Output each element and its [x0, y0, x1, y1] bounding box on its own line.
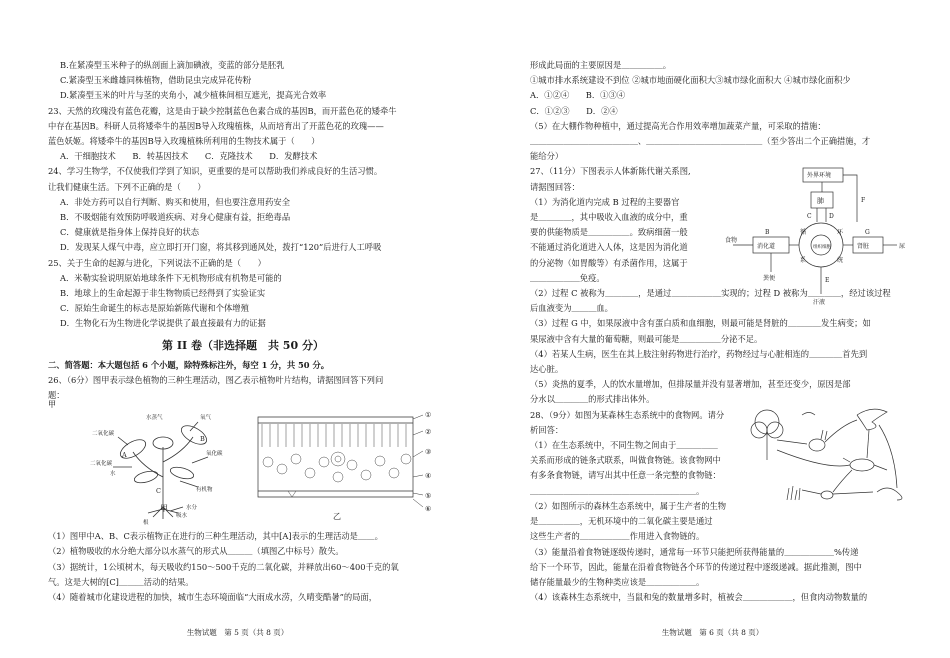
label-co2: 二氧化碳 — [92, 431, 115, 438]
question-26: 26、（6分）图甲表示绿色植物的三种生理活动，图乙表示植物叶片结构，请据图回答下列问 — [48, 374, 384, 385]
text-line: 分水以＿＿＿＿的形式排出体外。 — [530, 394, 655, 405]
label-b: B — [200, 435, 205, 444]
option-a: A．非处方药可以自行判断、购买和使用，但也要注意用药安全 — [60, 196, 291, 207]
section-title: 第 II 卷（非选择题 共 50 分） — [162, 338, 324, 352]
option-c: C．健康就是指身体上保持良好的状态 — [60, 227, 200, 238]
text-line: 不能通过消化道进入人体，这是因为消化道 — [530, 242, 688, 253]
text-line: D.紧凑型玉米的叶片与茎的夹角小，减少植株间相互遮光，提高光合效率 — [60, 90, 327, 101]
text-line: 达心脏。 — [530, 364, 564, 375]
figure-caption-yi: 乙 — [333, 512, 341, 522]
question-27: 27、（11分）下图表示人体新陈代谢关系图, — [530, 166, 691, 177]
label-organic: 有机物 — [196, 487, 213, 494]
option-d: D．发现某人煤气中毒，应立即打开门窗，将其移到通风处，拨打“120”后进行人工呼吸 — [60, 242, 382, 253]
q27-part-4: （4）若某人生病，医生在其上肢注射药物进行治疗，药物经过与心脏相连的＿＿＿＿首先到 — [530, 348, 868, 359]
text-line: 关系而形成的链条式联系，叫做食物链。该食物网中 — [530, 455, 721, 466]
text-line: 是＿＿＿＿＿，无机环境中的二氧化碳主要是通过 — [530, 516, 713, 527]
label-sweat: 汗液 — [813, 299, 826, 306]
label-co2-2: 二氧化碳 — [90, 461, 113, 468]
text-line: 储存能量最少的生物种类应该是＿＿＿＿＿＿。 — [530, 576, 705, 587]
question-28: 28、（9分）如图为某森林生态系统中的食物网。请分 — [530, 409, 725, 420]
q26-part-4: （4）随着城市化建设进程的加快，城市生态环境面临“大雨成水涝，久晴变酷暑”的局面， — [48, 592, 378, 603]
label-urine: 尿 — [899, 243, 906, 250]
left-column — [48, 58, 438, 605]
option-b: B．不吸烟能有效预防呼吸道疾病、对身心健康有益，拒绝毒品 — [60, 212, 291, 223]
label-kidney: 肾脏 — [857, 243, 870, 250]
options-line: C．①②③ D．②④ — [530, 105, 618, 116]
option-c: C．原始生命诞生的标志是原始新陈代谢和个体增殖 — [60, 303, 249, 314]
text-line: ＿＿＿＿＿＿＿＿＿＿＿＿＿、＿＿＿＿＿＿＿＿＿＿＿＿＿＿（至少答出二个正确措施，才 — [530, 136, 871, 147]
label-f: F — [861, 197, 866, 204]
right-column — [530, 58, 918, 605]
label-lung: 肺 — [817, 197, 824, 205]
text-line: 题： — [48, 390, 65, 401]
metabolism-diagram — [725, 162, 915, 312]
label-6: ⑥ — [425, 505, 432, 514]
label-xi: 系 — [800, 257, 807, 264]
option-b: B．地球上的生命起源于非生物物质已经得到了实验证实 — [60, 288, 266, 299]
label-moisture: 水分 — [186, 505, 198, 512]
label-xun: 循 — [800, 229, 807, 236]
text-line: B.在紧凑型玉米种子的纵剖面上滴加碘液，变蓝的部分是胚乳 — [60, 60, 285, 70]
section-intro: 二、简答题：本大题包括 6 个小题，除特殊标注外，每空 1 分，共 50 分。 — [48, 359, 330, 370]
text-line: （1）为消化道内完成 B 过程的主要器官 — [530, 196, 680, 207]
q26-part-2: （2）植物吸收的水分绝大部分以水蒸气的形式从＿＿＿（填图乙中标号）散失。 — [48, 546, 344, 557]
text-line: C.紧凑型玉米雌雄同株植物，借助昆虫完成异花传粉 — [60, 75, 252, 86]
label-c: C — [807, 213, 812, 220]
text-line: 给下一个环节，因此，能量在沿着食物链各个环节的传递过程中逐级递减。据此推测，图中 — [530, 561, 862, 572]
text-line: ＿＿＿＿＿＿＿＿＿＿＿＿＿＿＿＿＿＿＿＿。 — [530, 485, 705, 496]
q27-part-2: （2）过程 C 被称为＿＿＿＿，是通过＿＿＿＿＿＿实现的；过程 D 被称为＿＿＿＿，经过该过程 — [530, 288, 891, 299]
label-feces: 粪便 — [763, 275, 776, 282]
label-water-vapor: 水蒸气 — [146, 415, 163, 422]
text-line: ①城市排水系统建设不到位 ②城市地面硬化面积大③城市绿化面积大 ④城市绿化面积少 — [530, 75, 851, 86]
label-5: ⑤ — [425, 492, 432, 501]
label-c: C — [156, 487, 161, 496]
text-line: ＿＿＿＿＿＿免疫。 — [530, 272, 605, 283]
text-line: （1）在生态系统中，不同生物之间由于＿＿＿＿＿ — [530, 440, 718, 451]
label-e: E — [825, 277, 830, 284]
text-line: 是＿＿＿＿，其中吸收入血液的成分中，重 — [530, 212, 688, 223]
figure-caption-jia-visible: 甲 — [160, 504, 168, 513]
text-line: 析回答： — [530, 424, 564, 435]
options-line: A．①②④ B．①③④ — [530, 90, 626, 101]
text-line: 气。这是大树的[C]＿＿＿活动的结果。 — [48, 576, 194, 587]
q27-part-5: （5）炎热的夏季，人的饮水量增加，但排尿量并没有显著增加，甚至还变少，原因是部 — [530, 379, 851, 390]
option-d: D．生物化石为生物进化学说提供了最直接最有力的证据 — [60, 318, 266, 329]
label-d: D — [829, 213, 834, 220]
right-page — [475, 0, 950, 658]
question-25: 25、关于生命的起源与进化，下列说法不正确的是（ ） — [48, 257, 266, 268]
q28-part-4: （4）该森林生态系统中，当鼠和兔的数量增多时，植被会＿＿＿＿＿＿，但食肉动物数量的 — [530, 592, 868, 603]
question-23: 23、天然的玫瑰没有蓝色花瓣，这是由于缺少控制蓝色色素合成的基因B，而开蓝色花的矮牵牛 — [48, 105, 397, 116]
label-a: A — [122, 451, 127, 460]
label-tong: 统 — [837, 257, 844, 264]
option-a: A．米勒实验说明原始地球条件下无机物形成有机物是可能的 — [60, 272, 282, 283]
label-g: G — [865, 229, 870, 236]
page-footer: 生物试题 第 5 页（共 8 页） — [186, 628, 289, 637]
question-24: 24、学习生物学，不仅使我们学到了知识，更重要的是可以帮助我们养成良好的生活习惯。 — [48, 166, 383, 177]
text-line: 能给分） — [530, 151, 564, 162]
text-line: 这些生产者的＿＿＿＿＿＿作用进入食物链的。 — [530, 531, 705, 542]
food-web-illustration — [747, 400, 917, 505]
options-line: A．干细胞技术 B．转基因技术 C．克隆技术 D．发酵技术 — [60, 151, 318, 162]
text-line: 后血液变为＿＿＿血。 — [530, 303, 613, 314]
label-root: 根 — [143, 520, 149, 527]
text-line: 形成此局面的主要原因是＿＿＿＿＿。 — [530, 60, 672, 70]
label-b: B — [765, 229, 770, 236]
text-line: 有多条食物链，请写出其中任意一条完整的食物链： — [530, 470, 721, 481]
page-footer: 生物试题 第 6 页（共 8 页） — [661, 628, 764, 637]
q26-part-3: （3）据统计，1公顷树木，每天吸收约150～500千克的二氧化碳，并释放出60～400千克的氧 — [48, 561, 399, 572]
text-line: 让我们健康生活。下列不正确的是（ ） — [48, 181, 206, 192]
label-digestive-tract: 消化道 — [757, 243, 776, 250]
label-1: ① — [425, 411, 432, 420]
label-3: ③ — [425, 448, 432, 457]
label-absorb: 吸水 — [176, 513, 188, 520]
q28-part-3: （3）能量沿着食物链逐级传递时，通常每一环节只能把所获得能量的＿＿＿＿＿＿%传递 — [530, 546, 859, 557]
q26-part-5: （5）在大棚作物种植中，通过提高光合作用效率增加蔬菜产量，可采取的措施： — [530, 120, 826, 131]
label-4: ④ — [425, 472, 432, 481]
text-line: （2）如图所示的森林生态系统中，属于生产者的生物 — [530, 500, 727, 511]
text-line: 果尿液中含有大量的葡萄糖，则最可能是＿＿＿＿＿分泌不足。 — [530, 333, 763, 344]
text-line: 要的供能物质是＿＿＿＿＿。致病细菌一般 — [530, 227, 688, 238]
q26-part-1: （1）图甲中A、B、C表示植物正在进行的三种生理活动，其中[A]表示的生理活动是＿＿。 — [48, 531, 383, 542]
q27-part-3: （3）过程 G 中，如果尿液中含有蛋白质和血细胞，则最可能是肾脏的＿＿＿＿发生病变；如 — [530, 318, 871, 329]
label-water: 水 — [110, 471, 116, 478]
label-oxidized-carbon: 氧化碳 — [206, 451, 223, 458]
text-line: 中存在基因B。科研人员将矮牵牛的基因B导入玫瑰植株，从而培育出了开蓝色花的玫瑰—— — [48, 120, 384, 131]
label-external-env: 外界环境 — [807, 172, 832, 179]
figure-26 — [48, 400, 438, 527]
label-huan: 环 — [837, 229, 844, 236]
label-2: ② — [425, 428, 432, 437]
label-tissue-cells: 组织细胞 — [813, 245, 831, 250]
label-food: 食物 — [725, 237, 738, 244]
text-line: 蓝色妖姬。将矮牵牛的基因B导入玫瑰植株所利用的生物技术属于（ ） — [48, 136, 320, 147]
figure-caption-jia: 甲 — [48, 400, 56, 410]
text-line: 的分泌物（如胃酸等）有杀菌作用，这属于 — [530, 257, 688, 268]
text-line: 请据图回答： — [530, 181, 580, 192]
label-oxygen: 氧气 — [200, 415, 212, 422]
